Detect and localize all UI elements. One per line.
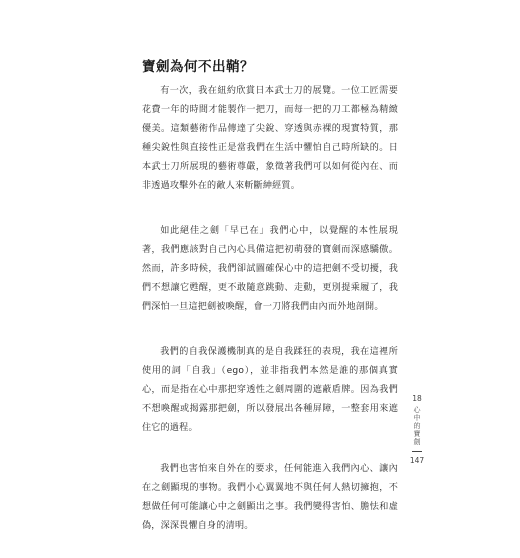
divider-rule: [412, 451, 422, 452]
paragraph-1: 有一次，我在紐約欣賞日本武士刀的展覽。一位工匠需要花費一年的時間才能製作一把刀，而每一把的刀工都極為精緻優美。這類藝術作品傳達了尖銳、穿透與赤裸的現實特質，那種尖銳性與直接性正是當我們在生活中懼怕自己時所缺的。日本武士刀所展現的藝術尊嚴，象徵著我們可以如何從內在、而非透過攻擊外在的敵人來斬斷紳經質。: [142, 86, 398, 191]
paragraph-3: 我們的自我保護機制真的是自我蹂狂的表現，我在這裡所使用的詞「自我」（ego），並非指我們本然是誰的那個真實心，而是指在心中那把穿透性之劍周圍的遮蔽盾牌。因為我們不想喚醒或揭露那把劍，所以發展出各種屏障，一整套用來遮住它的過程。: [142, 347, 398, 433]
chapter-title: 心中的寶劍: [413, 406, 421, 446]
paragraph-4: 我們也害怕來自外在的要求，任何能進入我們內心、讓內在之劍顯現的事物。我們小心翼翼地不與任何人熱切擁抱，不想做任何可能讓心中之劍顯出之事。我們變得害怕、膽怯和虛偽，深深畏懼自身的清明。: [142, 464, 398, 531]
chapter-number: 18: [412, 394, 422, 403]
section-heading: 寶劍為何不出鞘？: [142, 59, 254, 75]
running-footer: [411, 394, 423, 465]
paragraph-2: 如此絕佳之劍「早已在」我們心中，以覺醒的本性展現著，我們應該對自己內心具備這把初萌發的寶劍而深感驕傲。然而，許多時候，我們卻試圖確保心中的這把劍不受切擾，我們不想讓它甦醒，更不敢隨意跳動、走動，更別提乘履了，我們深怕一旦這把劍被喚醒，會一刀將我們由內而外地剖開。: [142, 226, 398, 312]
page-number: 147: [409, 456, 425, 465]
body-text: [142, 82, 398, 558]
